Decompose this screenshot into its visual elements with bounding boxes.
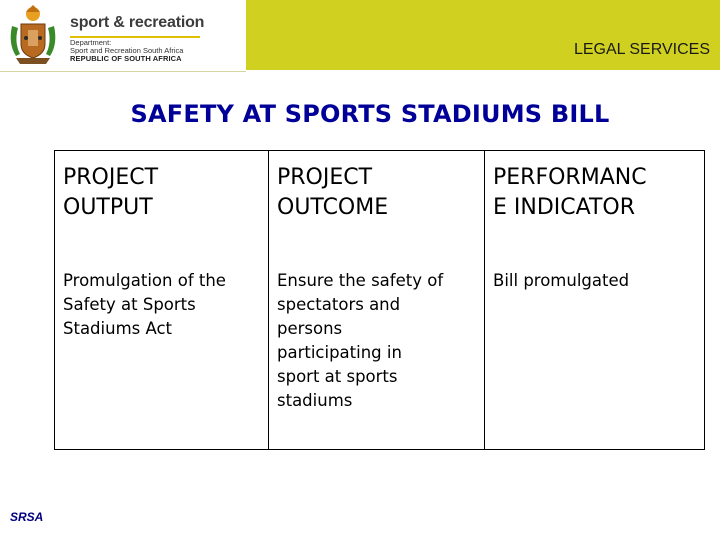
department-logo bbox=[0, 0, 246, 72]
brand-department-line: Sport and Recreation South Africa bbox=[70, 46, 184, 55]
coat-of-arms-icon bbox=[6, 4, 60, 66]
table-header-row bbox=[55, 151, 705, 265]
header-line: E INDICATOR bbox=[493, 195, 636, 220]
cell-indicator bbox=[485, 265, 705, 450]
cell-line: spectators and bbox=[277, 294, 401, 314]
brand-department-line: Department: bbox=[70, 38, 112, 47]
cell-line: Safety at Sports bbox=[63, 294, 196, 314]
cell-output bbox=[55, 265, 269, 450]
cell-line: participating in bbox=[277, 342, 402, 362]
header-line: PROJECT bbox=[277, 165, 373, 190]
header-cell-output bbox=[55, 151, 269, 265]
brand-country: REPUBLIC OF SOUTH AFRICA bbox=[70, 54, 182, 63]
cell-line: Stadiums Act bbox=[63, 318, 173, 338]
cell-line: Bill promulgated bbox=[493, 270, 630, 290]
cell-outcome bbox=[269, 265, 485, 450]
cell-line: Promulgation of the bbox=[63, 270, 226, 290]
cell-line: stadiums bbox=[277, 390, 353, 410]
section-label: LEGAL SERVICES bbox=[573, 41, 710, 58]
table-row bbox=[55, 265, 705, 450]
cell-line: sport at sports bbox=[277, 366, 398, 386]
brand-department bbox=[70, 39, 183, 55]
header-line: OUTPUT bbox=[63, 195, 153, 220]
header-line: PROJECT bbox=[63, 165, 159, 190]
project-table bbox=[54, 150, 705, 450]
cell-line: persons bbox=[277, 318, 343, 338]
header-cell-indicator bbox=[485, 151, 705, 265]
header bbox=[0, 0, 720, 72]
header-cell-outcome bbox=[269, 151, 485, 265]
header-band bbox=[246, 0, 720, 70]
footer-mark: SRSA bbox=[10, 510, 44, 524]
header-line: PERFORMANC bbox=[493, 165, 647, 190]
page-title: SAFETY AT SPORTS STADIUMS BILL bbox=[130, 100, 610, 128]
header-line: OUTCOME bbox=[277, 195, 389, 220]
brand-title: sport & recreation bbox=[70, 14, 205, 31]
cell-line: Ensure the safety of bbox=[277, 270, 444, 290]
